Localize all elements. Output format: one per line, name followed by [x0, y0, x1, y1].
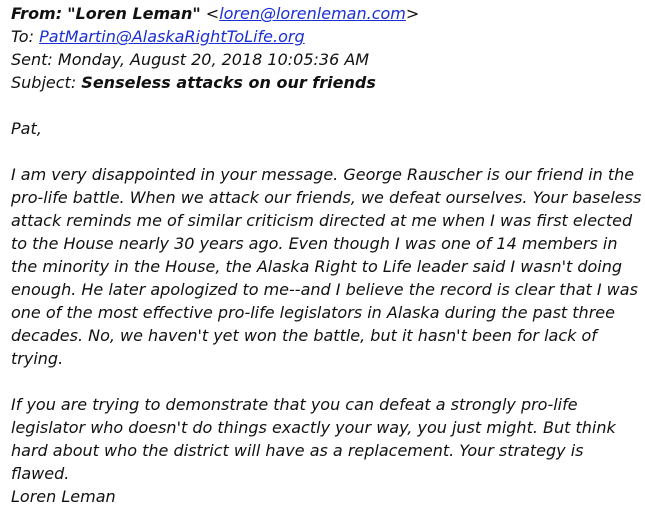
greeting: Pat,	[11, 119, 42, 138]
signature: Loren Leman	[11, 487, 116, 506]
sent-label: Sent:	[11, 50, 53, 69]
sender-email-open: <	[205, 4, 220, 23]
body-line: trying.	[11, 349, 64, 368]
body-line: enough. He later apologized to me--and I believe the record is clear that I was	[11, 280, 638, 299]
body-line: hard about who the district will have as a replacement. Your strategy is	[11, 441, 584, 460]
from-line	[11, 2, 641, 25]
body-line: If you are trying to demonstrate that you can defeat a strongly pro-life	[11, 395, 578, 414]
body-line: pro-life battle. When we attack our friends, we defeat ourselves. Your baseless	[11, 188, 642, 207]
from-label: From:	[11, 4, 63, 23]
email-message	[11, 2, 641, 508]
recipient-email-link[interactable]: PatMartin@AlaskaRightToLife.org	[39, 27, 305, 46]
email-headers	[11, 2, 641, 94]
body-line: flawed.	[11, 464, 70, 483]
to-label: To:	[11, 27, 34, 46]
subject-text: Senseless attacks on our friends	[81, 73, 376, 92]
sent-line	[11, 48, 641, 71]
subject-line	[11, 71, 641, 94]
body-line: decades. No, we haven't yet won the battle, but it hasn't been for lack of	[11, 326, 597, 345]
sender-name: "Loren Leman"	[67, 4, 201, 23]
body-line: one of the most effective pro-life legislators in Alaska during the past three	[11, 303, 615, 322]
paragraph-1	[11, 163, 641, 370]
body-line: to the House nearly 30 years ago. Even though I was one of 14 members in	[11, 234, 618, 253]
subject-label: Subject:	[11, 73, 77, 92]
to-line	[11, 25, 641, 48]
body-line: legislator who doesn't do things exactly your way, you just might. But think	[11, 418, 616, 437]
paragraph-2	[11, 393, 641, 508]
body-line: the minority in the House, the Alaska Right to Life leader said I wasn't doing	[11, 257, 623, 276]
body-line: I am very disappointed in your message. George Rauscher is our friend in the	[11, 165, 635, 184]
body-line: attack reminds me of similar criticism directed at me when I was first elected	[11, 211, 633, 230]
sender-email-link[interactable]: loren@lorenleman.com	[219, 4, 406, 23]
sent-date: Monday, August 20, 2018 10:05:36 AM	[57, 50, 370, 69]
sender-email-close: >	[405, 4, 420, 23]
